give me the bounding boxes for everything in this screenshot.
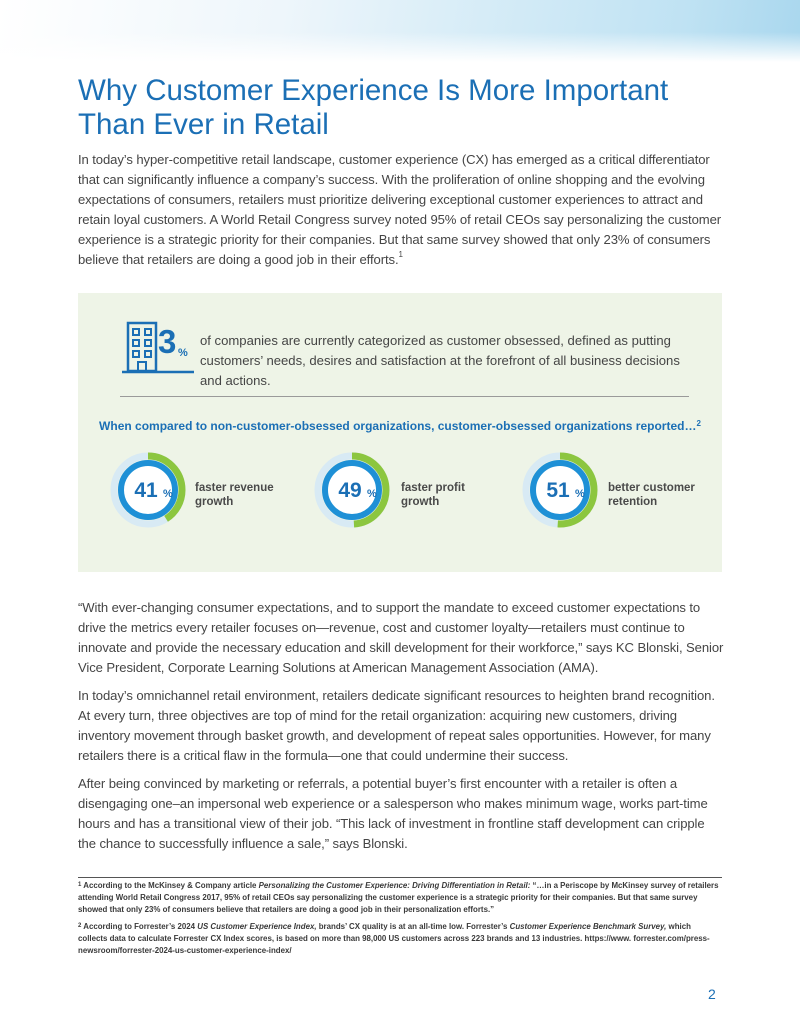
stat-label-line: better customer — [608, 482, 695, 494]
footnote-2-survey-title: Customer Experience Benchmark Survey, — [509, 922, 667, 931]
stat-unit-profit: % — [367, 488, 377, 500]
header-gradient-band — [0, 0, 800, 62]
footnote-rule — [78, 877, 722, 878]
stat-label-line: retention — [608, 496, 658, 508]
stat-value-profit: 49 — [338, 479, 362, 502]
footnote-ref-1[interactable]: 1 — [398, 250, 403, 259]
big-stat-number: 3 — [158, 323, 177, 360]
footnote-2-text-a: According to Forrester’s 2024 — [83, 922, 198, 931]
big-stat-unit: % — [178, 347, 188, 359]
stat-label-revenue — [195, 481, 274, 509]
stat-label-line: growth — [401, 496, 440, 508]
footnote-1-text-a: According to the McKinsey & Company article — [83, 881, 259, 890]
stat-unit-retention: % — [575, 488, 585, 500]
intro-text: In today’s hyper-competitive retail landscape, customer experience (CX) has emerged as a critical differentiator that can significantly influence a company’s success. With the proliferation of online shopping and the evolving expectations of consumers, retailers must prioritize delivering exceptional customer experiences to attract and retain loyal customers. A World Retail Congress survey noted 95% of retail CEOs say personalizing the customer experience is a strategic priority for their companies. But that same survey showed that only 23% of consumers believe that retailers are doing a good job in their efforts. — [78, 152, 722, 267]
footnote-1-number: 1 — [78, 882, 82, 888]
omnichannel-paragraph: In today’s omnichannel retail environment, retailers dedicate significant resources to heighten brand recognition. At every turn, three objectives are top of mind for the retail organization: acquiring new customers, driving inventory movement through basket growth, and development of repeat sales opportunities. However, for many retailers there is a critical flaw in the formula—one that could undermine their success. — [78, 688, 715, 763]
footnote-2 — [78, 921, 722, 957]
footnote-1 — [78, 880, 722, 916]
intro-paragraph — [78, 150, 724, 270]
stat-label-line: faster revenue — [195, 482, 274, 494]
stat-ring-retention — [522, 452, 598, 528]
stat-ring-profit — [314, 452, 390, 528]
stat-value-revenue: 41 — [134, 479, 158, 502]
footnote-2-number: 2 — [78, 923, 82, 929]
stat-value-retention: 51 — [546, 479, 570, 502]
footnote-ref-2[interactable]: 2 — [696, 419, 701, 428]
stat-callout-box — [78, 293, 722, 572]
stat-unit-revenue: % — [163, 488, 173, 500]
footnote-2-text-c: which collects data to calculate Forrester CX Index scores, is based on more than 98,000 US customers across 223 brands and 13 industries. https://www. forrester.com/press-newsroom/forrester-2024-us-customer-experience-index/ — [78, 922, 710, 955]
stat-label-retention — [608, 481, 695, 509]
footnote-1-article-title: Personalizing the Customer Experience: Driving Differentiation in Retail: — [258, 881, 531, 890]
footnote-2-text-b: brands’ CX quality is at an all-time low. Forrester’s — [316, 922, 510, 931]
big-stat-description: of companies are currently categorized as customer obsessed, defined as putting customers’ needs, desires and satisfaction at the forefront of all business decisions and actions. — [200, 333, 680, 388]
comparison-heading — [78, 419, 722, 433]
stat-label-line: growth — [195, 496, 234, 508]
stat-ring-revenue — [110, 452, 186, 528]
quote-paragraph: “With ever-changing consumer expectations, and to support the mandate to exceed customer expectations to drive the metrics every retailer focuses on—revenue, cost and customer loyalty—retailers must continue to innovate and provide the necessary education and skill development for their workforce,” says KC Blonski, Senior Vice President, Corporate Learning Solutions at American Management Association (AMA). — [78, 600, 724, 675]
footnote-1-text-b: “…in a Periscope by McKinsey survey of retailers attending World Retail Congress 2017, 95% of retail CEOs say personalizing the customer experience is a strategic priority for their companies. But that same survey showed that only 23% of consumers believe that retailers are doing a good job in their personalization efforts.” — [78, 881, 719, 914]
stat-label-profit — [401, 481, 465, 509]
page-title: Why Customer Experience Is More Important Than Ever in Retail — [78, 74, 669, 141]
callout-divider — [120, 396, 689, 397]
stat-label-line: faster profit — [401, 482, 465, 494]
page-number: 2 — [708, 986, 716, 1002]
footnote-2-report-title: US Customer Experience Index, — [197, 922, 317, 931]
comparison-heading-text: When compared to non-customer-obsessed organizations, customer-obsessed organizations reported… — [99, 419, 697, 433]
first-encounter-paragraph: After being convinced by marketing or referrals, a potential buyer’s first encounter with a retailer is often a disengaging one–an impersonal web experience or a salesperson who makes minimum wage, works part-time hours and has a transitional view of their job. “This lack of investment in frontline staff development can cripple the chance to successfully influence a sale,” says Blonski. — [78, 776, 708, 851]
